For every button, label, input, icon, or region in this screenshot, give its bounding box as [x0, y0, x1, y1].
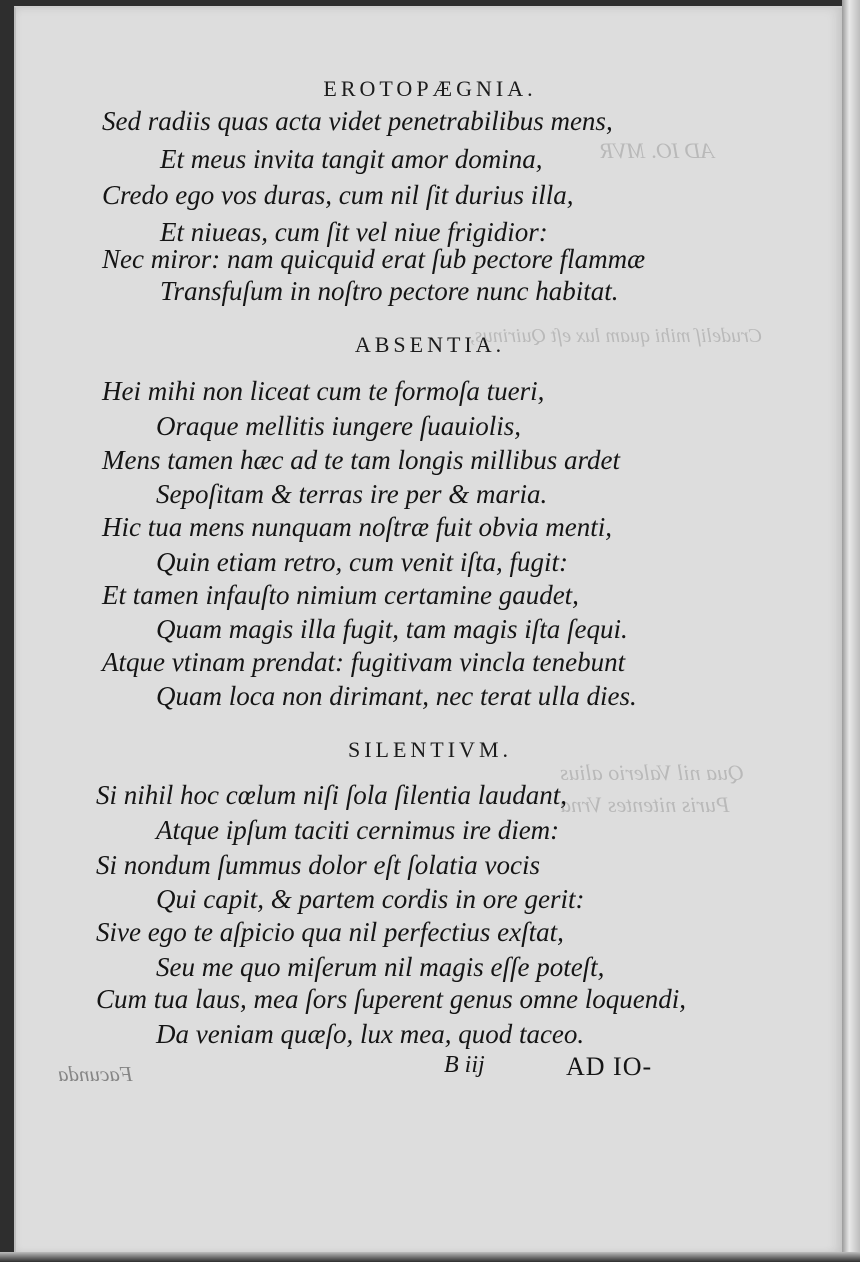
- bleed-through: Qua nil Valerio alius: [560, 760, 744, 785]
- verse-line: Transfuſum in noſtro pectore nunc habitat.: [160, 276, 619, 306]
- verse-line: Quin etiam retro, cum venit iſta, fugit:: [156, 547, 568, 577]
- verse-line: Nec miror: nam quicquid erat ſub pectore flammæ: [102, 244, 646, 274]
- section-title-absentia: ABSENTIA.: [354, 332, 506, 357]
- signature-mark: B iij: [444, 1052, 485, 1078]
- verse-line: Sepoſitam & terras ire per & maria.: [156, 479, 548, 509]
- verse-line: Si nihil hoc cœlum niſi ſola ſilentia laudant,: [96, 780, 567, 810]
- verse-line: Da veniam quæſo, lux mea, quod taceo.: [156, 1019, 585, 1049]
- bleed-through: Puris nitentes Vrna: [560, 792, 730, 817]
- verse-line: Oraque mellitis iungere ſuauiolis,: [156, 411, 521, 441]
- verse-line: Et meus invita tangit amor domina,: [160, 144, 543, 174]
- verse-line: Qui capit, & partem cordis in ore gerit:: [156, 884, 585, 914]
- page-edge: [842, 0, 860, 1262]
- verse-line: Atque vtinam prendat: fugitivam vincla tenebunt: [102, 647, 626, 677]
- verse-line: Et tamen infauſto nimium certamine gaudet,: [102, 580, 579, 610]
- running-head: EROTOPÆGNIA.: [323, 76, 537, 101]
- verse-line: Quam magis illa fugit, tam magis iſta ſequi.: [156, 614, 628, 644]
- bleed-through: Crudeliſ mihi quam lux eſt Quirinus,: [470, 325, 763, 347]
- bleed-through-note: Facunda: [58, 1062, 133, 1086]
- verse-line: Sive ego te aſpicio qua nil perfectius exſtat,: [96, 917, 564, 947]
- verse-line: Seu me quo miſerum nil magis eſſe poteſt,: [156, 952, 605, 982]
- verse-line: Si nondum ſummus dolor eſt ſolatia vocis: [96, 850, 540, 880]
- verse-line: Quam loca non dirimant, nec terat ulla dies.: [156, 681, 637, 711]
- verse-line: Hei mihi non liceat cum te formoſa tueri,: [102, 376, 545, 406]
- verse-line: Mens tamen hæc ad te tam longis millibus ardet: [102, 445, 620, 475]
- verse-line: Cum tua laus, mea ſors ſuperent genus omne loquendi,: [96, 984, 686, 1014]
- verse-line: Hic tua mens nunquam noſtræ fuit obvia menti,: [102, 512, 612, 542]
- section-title-silentium: SILENTIVM.: [347, 737, 513, 762]
- catchword: AD IO-: [566, 1052, 653, 1081]
- verse-line: Et niueas, cum ſit vel niue frigidior:: [160, 217, 548, 247]
- verse-line: Sed radiis quas acta videt penetrabilibus mens,: [102, 106, 613, 136]
- bleed-through: AD IO. MVR: [600, 138, 715, 163]
- page-bottom-edge: [0, 1252, 860, 1262]
- verse-line: Atque ipſum taciti cernimus ire diem:: [156, 815, 560, 845]
- verse-line: Credo ego vos duras, cum nil ſit durius illa,: [102, 180, 574, 210]
